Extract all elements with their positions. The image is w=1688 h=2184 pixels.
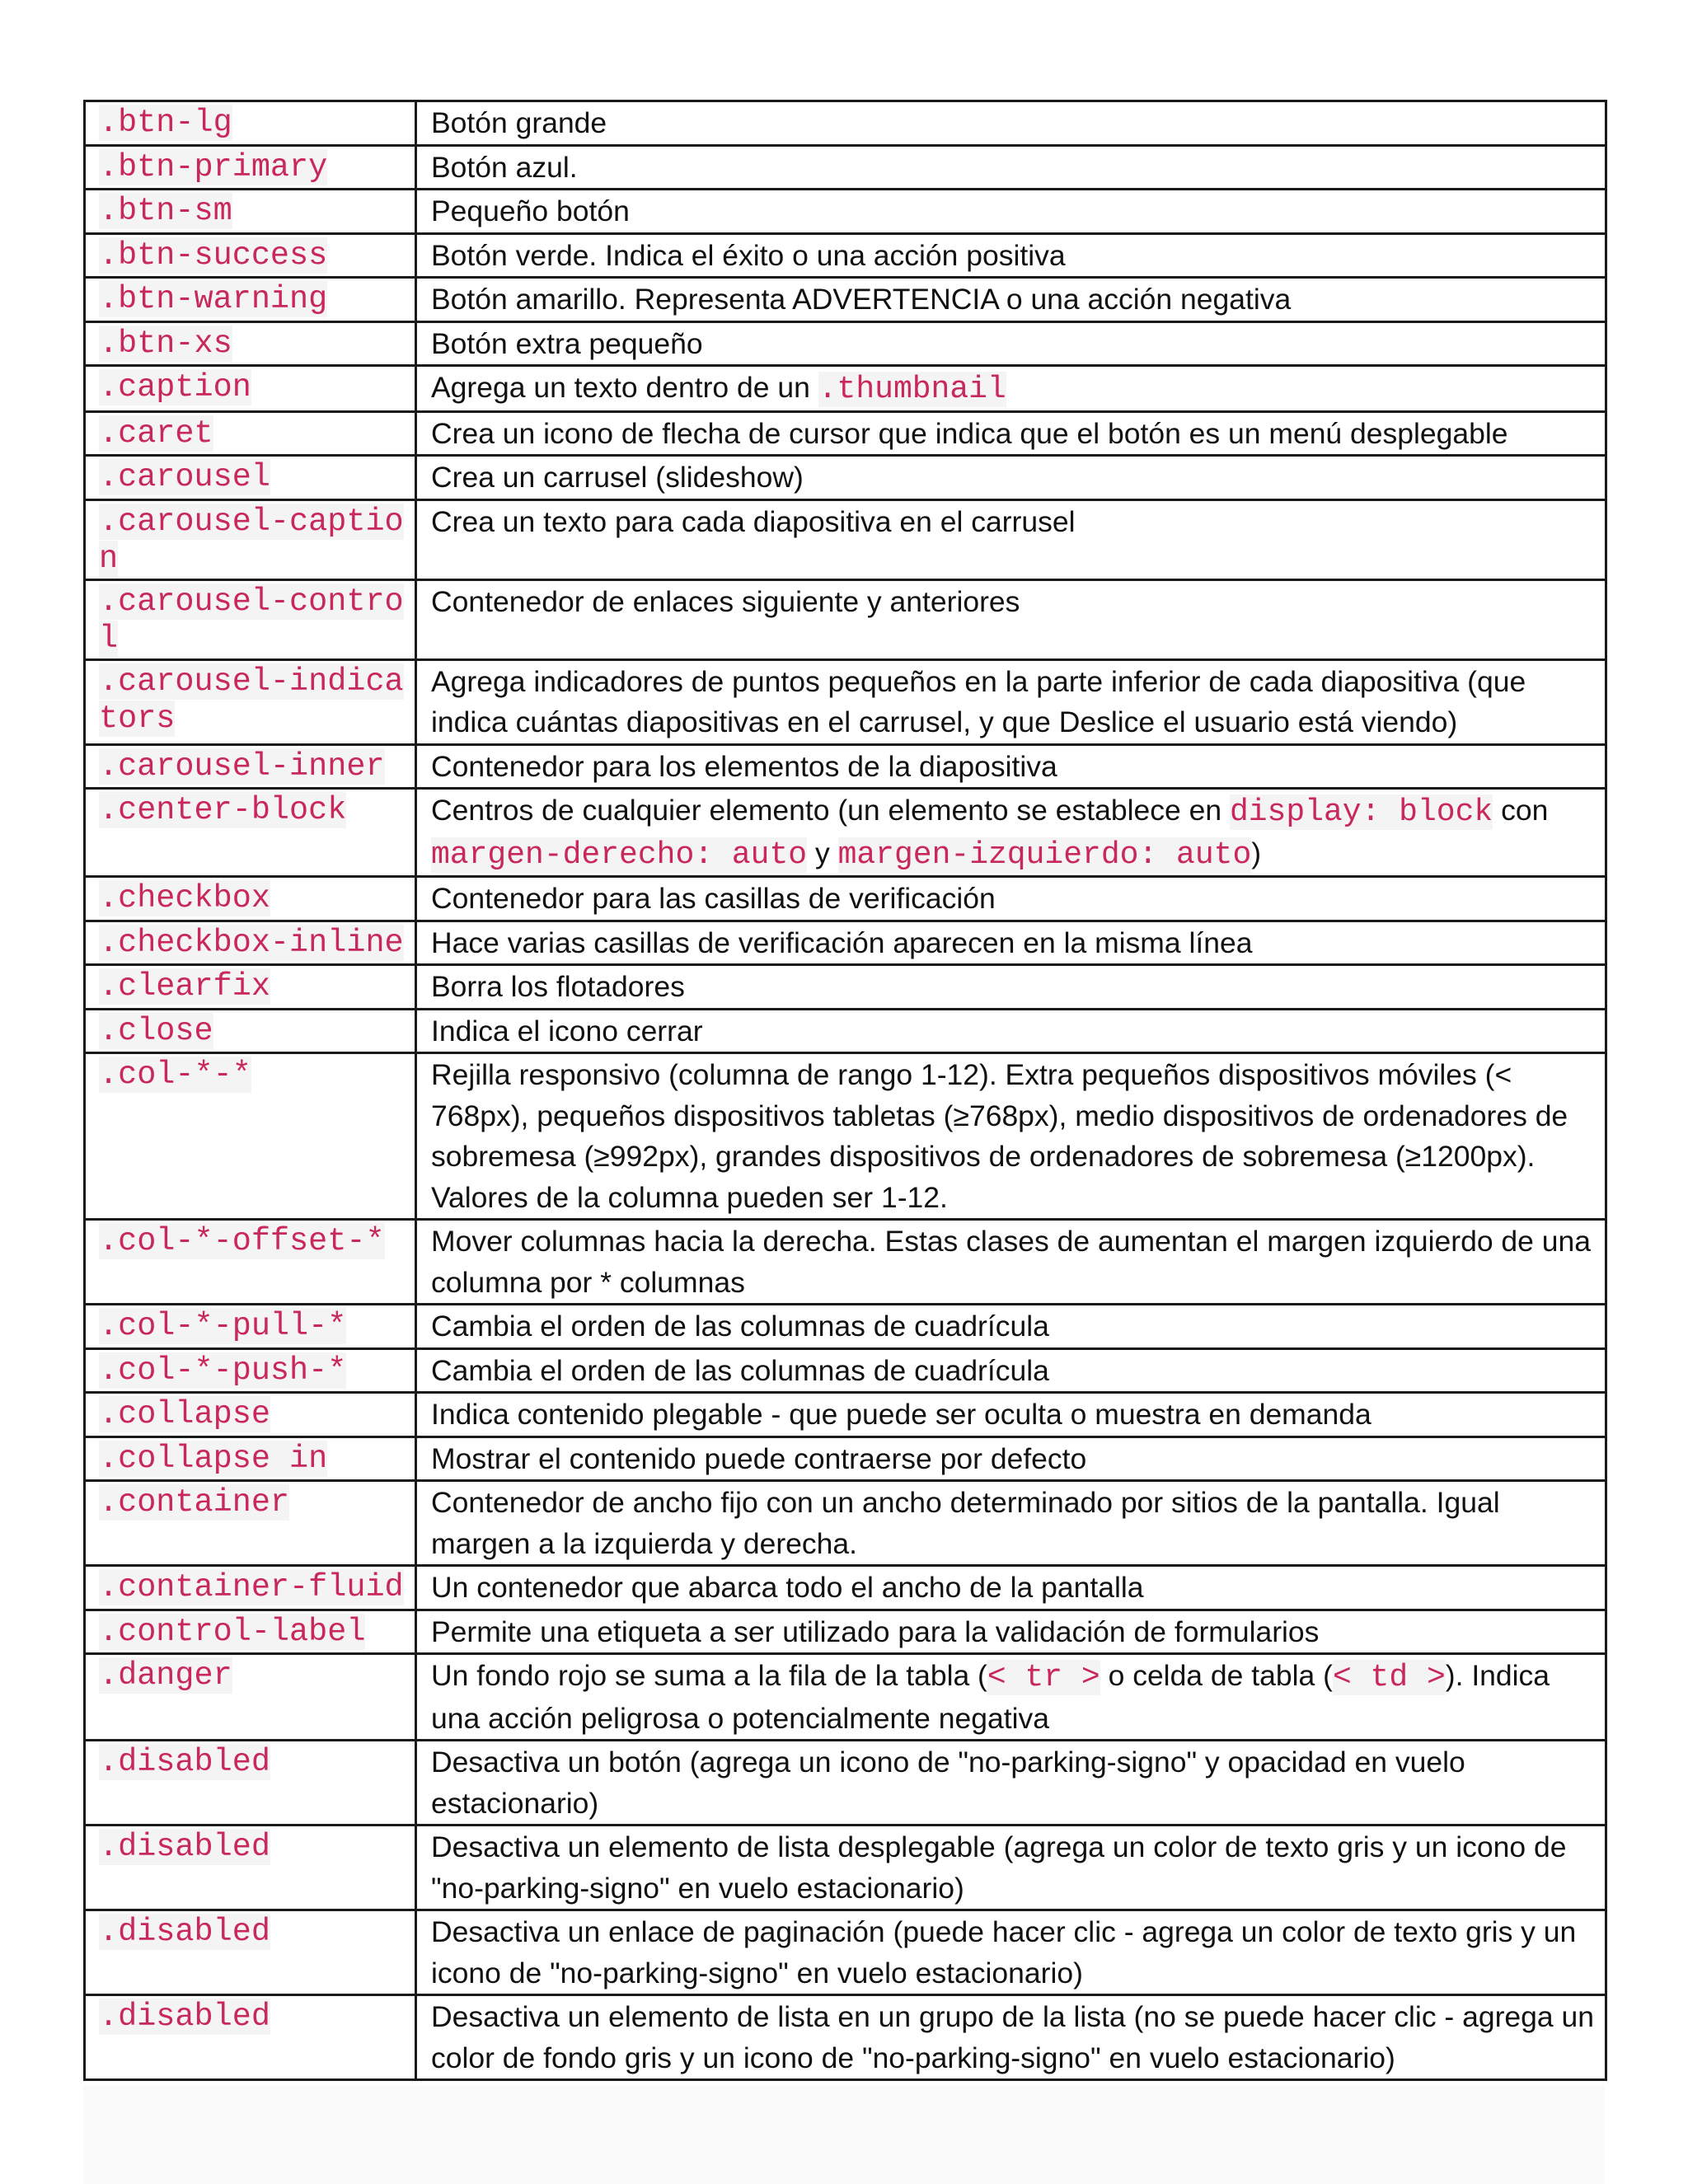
inline-code: .thumbnail bbox=[818, 372, 1006, 407]
class-name-cell bbox=[85, 456, 416, 500]
class-name-cell bbox=[85, 366, 416, 412]
inline-code: margen-derecho: auto bbox=[431, 837, 808, 873]
description-cell bbox=[416, 965, 1606, 1010]
class-name-cell bbox=[85, 278, 416, 322]
class-name: .col-*-* bbox=[99, 1057, 251, 1093]
class-name: .disabled bbox=[99, 1914, 270, 1950]
table-row bbox=[85, 499, 1606, 579]
description-text: ). Indica una acción peligrosa o potencialmente negativa bbox=[431, 1659, 1550, 1735]
class-name: .btn-xs bbox=[99, 325, 232, 362]
description-cell bbox=[416, 1910, 1606, 1995]
class-name-cell bbox=[85, 145, 416, 190]
class-name-cell bbox=[85, 789, 416, 877]
class-name-cell bbox=[85, 1995, 416, 2080]
inline-code: < td > bbox=[1332, 1660, 1446, 1695]
class-name: .container bbox=[99, 1484, 290, 1521]
description-text: Un fondo rojo se suma a la fila de la tabla ( bbox=[431, 1659, 987, 1692]
class-name: .carousel-caption bbox=[99, 503, 404, 577]
class-name: .col-*-push-* bbox=[99, 1352, 347, 1389]
description-text: Rejilla responsivo (columna de rango 1-12). Extra pequeños dispositivos móviles (< 768px), pequeños dispositivos tabletas (≥768px), medio dispositivos de ordenadores de sobremesa (≥992px), grandes dispositivos de ordenadores de sobremesa (≥1200px). Valores de la columna pueden ser 1-12. bbox=[431, 1058, 1568, 1214]
bootstrap-class-reference-table bbox=[83, 100, 1607, 2081]
class-name-cell bbox=[85, 1348, 416, 1393]
description-cell bbox=[416, 1348, 1606, 1393]
description-text: Agrega indicadores de puntos pequeños en la parte inferior de cada diapositiva (que indica cuántas diapositivas en el carrusel, y que Deslice el usuario está viendo) bbox=[431, 664, 1526, 738]
class-name-cell bbox=[85, 101, 416, 146]
description-text: Indica el icono cerrar bbox=[431, 1014, 703, 1047]
table-row bbox=[85, 1009, 1606, 1053]
class-name: .collapse in bbox=[99, 1440, 328, 1477]
class-name: .danger bbox=[99, 1657, 232, 1694]
class-name: .caption bbox=[99, 369, 251, 405]
description-cell bbox=[416, 411, 1606, 456]
description-text: y bbox=[807, 836, 838, 869]
description-text: Botón extra pequeño bbox=[431, 326, 703, 360]
class-name: .collapse bbox=[99, 1396, 270, 1432]
description-cell bbox=[416, 1995, 1606, 2080]
description-cell bbox=[416, 1393, 1606, 1437]
description-text: o celda de tabla ( bbox=[1100, 1659, 1333, 1692]
table-row bbox=[85, 1053, 1606, 1220]
table-row bbox=[85, 190, 1606, 234]
table-row bbox=[85, 1741, 1606, 1825]
table-row bbox=[85, 1825, 1606, 1910]
table-row bbox=[85, 278, 1606, 322]
class-name-cell bbox=[85, 233, 416, 278]
class-name: .control-label bbox=[99, 1613, 366, 1650]
description-cell bbox=[416, 1053, 1606, 1220]
description-text: Hace varias casillas de verificación aparecen en la misma línea bbox=[431, 926, 1253, 959]
class-name-cell bbox=[85, 411, 416, 456]
description-cell bbox=[416, 1566, 1606, 1610]
table-row bbox=[85, 366, 1606, 412]
table-row bbox=[85, 579, 1606, 659]
description-text: Desactiva un elemento de lista desplegable (agrega un color de texto gris y un icono de "no-parking-signo" en vuelo estacionario) bbox=[431, 1830, 1567, 1905]
description-text: ) bbox=[1251, 836, 1262, 869]
class-name-cell bbox=[85, 1610, 416, 1654]
description-cell bbox=[416, 579, 1606, 659]
description-cell bbox=[416, 921, 1606, 965]
description-text: Indica contenido plegable - que puede ser oculta o muestra en demanda bbox=[431, 1398, 1372, 1431]
description-cell bbox=[416, 1825, 1606, 1910]
table-row bbox=[85, 1436, 1606, 1481]
table-row bbox=[85, 1995, 1606, 2080]
inline-code: < tr > bbox=[987, 1660, 1100, 1695]
description-cell bbox=[416, 1305, 1606, 1349]
class-name-cell bbox=[85, 190, 416, 234]
class-name-cell bbox=[85, 877, 416, 921]
description-cell bbox=[416, 278, 1606, 322]
description-cell bbox=[416, 233, 1606, 278]
class-name-cell bbox=[85, 1053, 416, 1220]
description-text: Cambia el orden de las columnas de cuadrícula bbox=[431, 1353, 1049, 1387]
description-cell bbox=[416, 877, 1606, 921]
description-cell bbox=[416, 145, 1606, 190]
inline-code: display: block bbox=[1229, 794, 1493, 830]
description-text: Crea un texto para cada diapositiva en el carrusel bbox=[431, 504, 1076, 538]
table-row bbox=[85, 1566, 1606, 1610]
description-text: Desactiva un botón (agrega un icono de "no-parking-signo" y opacidad en vuelo estacionario) bbox=[431, 1746, 1465, 1820]
class-name-cell bbox=[85, 1825, 416, 1910]
description-cell bbox=[416, 1654, 1606, 1741]
table-row bbox=[85, 101, 1606, 146]
class-name-cell bbox=[85, 659, 416, 744]
class-name: .col-*-offset-* bbox=[99, 1223, 385, 1259]
class-name: .disabled bbox=[99, 1999, 270, 2035]
description-cell bbox=[416, 659, 1606, 744]
description-cell bbox=[416, 1436, 1606, 1481]
class-name: .container-fluid bbox=[99, 1569, 404, 1605]
description-text: Crea un icono de flecha de cursor que indica que el botón es un menú desplegable bbox=[431, 416, 1508, 450]
class-name-cell bbox=[85, 1393, 416, 1437]
class-name: .disabled bbox=[99, 1829, 270, 1865]
description-text: Contenedor de enlaces siguiente y anteriores bbox=[431, 584, 1020, 618]
description-text: Mover columnas hacia la derecha. Estas clases de aumentan el margen izquierdo de una columna por * columnas bbox=[431, 1225, 1591, 1299]
description-cell bbox=[416, 744, 1606, 789]
description-cell bbox=[416, 499, 1606, 579]
inline-code: margen-izquierdo: auto bbox=[837, 837, 1252, 873]
class-name-cell bbox=[85, 1009, 416, 1053]
class-name-cell bbox=[85, 579, 416, 659]
table-row bbox=[85, 965, 1606, 1010]
class-name: .col-*-pull-* bbox=[99, 1308, 347, 1344]
class-name: .btn-warning bbox=[99, 281, 328, 317]
description-text: Permite una etiqueta a ser utilizado para la validación de formularios bbox=[431, 1615, 1320, 1648]
class-name: .clearfix bbox=[99, 968, 270, 1005]
class-name-cell bbox=[85, 1741, 416, 1825]
table-row bbox=[85, 1393, 1606, 1437]
class-name-cell bbox=[85, 499, 416, 579]
table-row bbox=[85, 145, 1606, 190]
description-text: Botón verde. Indica el éxito o una acción positiva bbox=[431, 238, 1066, 272]
description-text: Crea un carrusel (slideshow) bbox=[431, 461, 804, 494]
description-text: Botón amarillo. Representa ADVERTENCIA o una acción negativa bbox=[431, 283, 1292, 316]
description-text: Contenedor de ancho fijo con un ancho determinado por sitios de la pantalla. Igual margen a la izquierda y derecha. bbox=[431, 1486, 1500, 1560]
class-name: .disabled bbox=[99, 1744, 270, 1780]
class-name: .btn-sm bbox=[99, 193, 232, 229]
class-name-cell bbox=[85, 321, 416, 366]
class-name: .close bbox=[99, 1012, 213, 1049]
description-cell bbox=[416, 190, 1606, 234]
table-row bbox=[85, 789, 1606, 877]
description-text: Contenedor para las casillas de verificación bbox=[431, 882, 996, 915]
class-name-cell bbox=[85, 744, 416, 789]
description-text: Botón azul. bbox=[431, 150, 578, 184]
description-cell bbox=[416, 1009, 1606, 1053]
table-row bbox=[85, 1481, 1606, 1566]
description-cell bbox=[416, 366, 1606, 412]
description-cell bbox=[416, 321, 1606, 366]
class-name: .carousel bbox=[99, 459, 270, 495]
class-name-cell bbox=[85, 1566, 416, 1610]
table-row bbox=[85, 659, 1606, 744]
class-name-cell bbox=[85, 965, 416, 1010]
description-text: Borra los flotadores bbox=[431, 970, 685, 1003]
description-text: Desactiva un elemento de lista en un grupo de la lista (no se puede hacer clic - agrega un color de fondo gris y un icono de "no-parking-signo" en vuelo estacionario) bbox=[431, 2000, 1595, 2074]
table-row bbox=[85, 233, 1606, 278]
table-row bbox=[85, 744, 1606, 789]
class-name: .btn-lg bbox=[99, 105, 232, 141]
table-row bbox=[85, 1910, 1606, 1995]
table-row bbox=[85, 1220, 1606, 1305]
table-row bbox=[85, 321, 1606, 366]
description-text: Desactiva un enlace de paginación (puede hacer clic - agrega un color de texto gris y un icono de "no-parking-signo" en vuelo estacionario) bbox=[431, 1915, 1577, 1990]
table-row bbox=[85, 1610, 1606, 1654]
description-text: con bbox=[1493, 794, 1549, 827]
class-name: .checkbox-inline bbox=[99, 924, 404, 961]
description-cell bbox=[416, 1481, 1606, 1566]
description-text: Cambia el orden de las columnas de cuadrícula bbox=[431, 1310, 1049, 1343]
class-name-cell bbox=[85, 1305, 416, 1349]
class-name: .checkbox bbox=[99, 880, 270, 916]
class-name-cell bbox=[85, 1654, 416, 1741]
table-row bbox=[85, 1348, 1606, 1393]
page-footer-area bbox=[83, 2085, 1605, 2184]
table-row bbox=[85, 456, 1606, 500]
class-name: .carousel-indicators bbox=[99, 663, 404, 737]
table-row bbox=[85, 1305, 1606, 1349]
table-row bbox=[85, 411, 1606, 456]
class-name: .btn-success bbox=[99, 237, 328, 274]
class-name: .btn-primary bbox=[99, 148, 328, 185]
class-name-cell bbox=[85, 1436, 416, 1481]
description-cell bbox=[416, 1741, 1606, 1825]
class-name-cell bbox=[85, 1481, 416, 1566]
class-name-cell bbox=[85, 1220, 416, 1305]
class-name-cell bbox=[85, 1910, 416, 1995]
description-text: Mostrar el contenido puede contraerse por defecto bbox=[431, 1441, 1087, 1475]
class-name: .caret bbox=[99, 415, 213, 452]
class-name: .carousel-control bbox=[99, 583, 404, 657]
description-text: Un contenedor que abarca todo el ancho de la pantalla bbox=[431, 1571, 1144, 1604]
description-cell bbox=[416, 1610, 1606, 1654]
table-body bbox=[85, 101, 1606, 2080]
description-cell bbox=[416, 789, 1606, 877]
description-text: Contenedor para los elementos de la diapositiva bbox=[431, 749, 1057, 783]
table-row bbox=[85, 921, 1606, 965]
description-cell bbox=[416, 101, 1606, 146]
description-text: Centros de cualquier elemento (un elemento se establece en bbox=[431, 794, 1230, 827]
table-row bbox=[85, 1654, 1606, 1741]
class-name: .carousel-inner bbox=[99, 748, 385, 785]
description-text: Pequeño botón bbox=[431, 194, 630, 227]
description-text: Botón grande bbox=[431, 106, 607, 139]
class-name-cell bbox=[85, 921, 416, 965]
description-cell bbox=[416, 456, 1606, 500]
table-row bbox=[85, 877, 1606, 921]
description-cell bbox=[416, 1220, 1606, 1305]
description-text: Agrega un texto dentro de un bbox=[431, 371, 818, 404]
class-name: .center-block bbox=[99, 792, 347, 828]
